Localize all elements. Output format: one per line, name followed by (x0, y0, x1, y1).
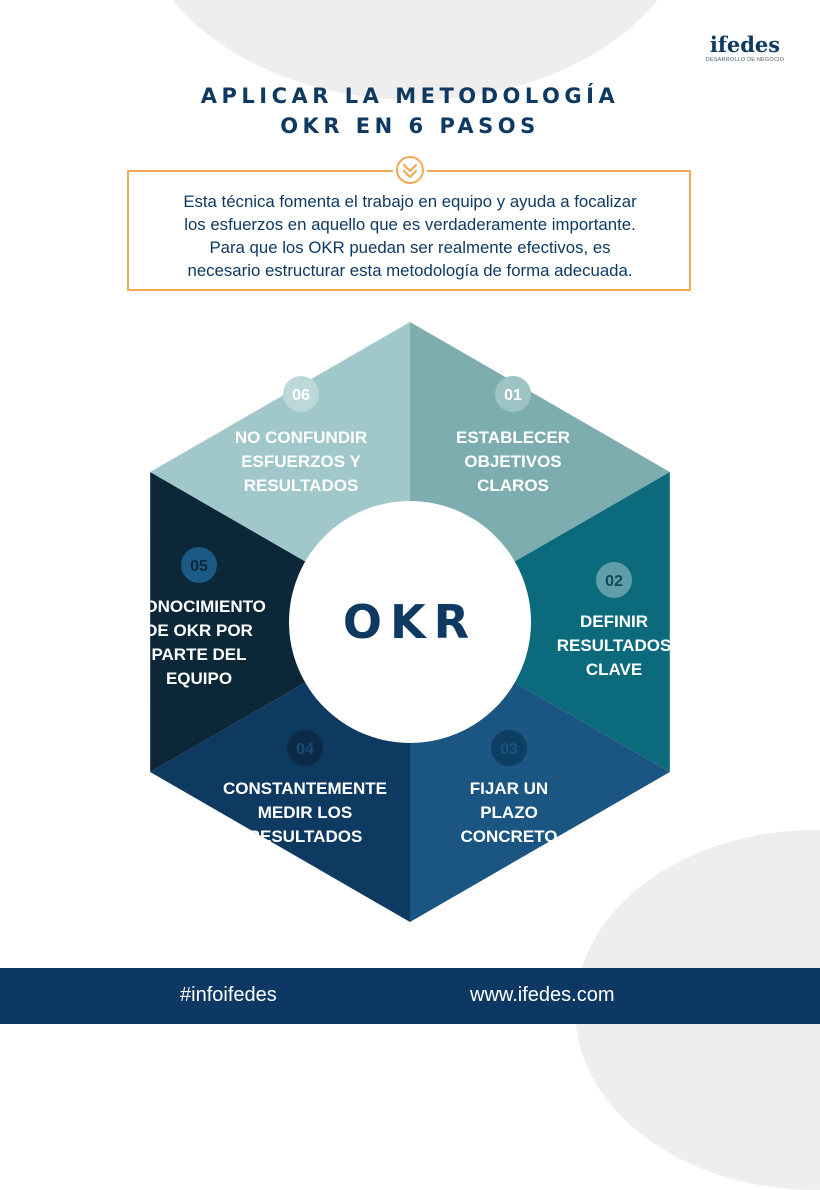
step-number: 04 (296, 741, 314, 758)
step-label-line: OBJETIVOS (464, 452, 562, 471)
step-label-line: RESULTADOS (243, 476, 359, 495)
step-number: 01 (504, 387, 522, 404)
step-label-line: ESFUERZOS Y (241, 452, 361, 471)
step-number: 06 (292, 387, 310, 404)
step-label-line: CONOCIMIENTO (132, 597, 266, 616)
step-label-line: RESULTADOS (247, 827, 363, 846)
footer-bar (0, 968, 820, 1024)
center-label: OKR (342, 595, 478, 649)
footer-website[interactable]: www.ifedes.com (470, 984, 615, 1006)
brand-tagline: DESARROLLO DE NEGOCIO (705, 57, 785, 63)
step-label-line: NO CONFUNDIR (234, 428, 368, 447)
intro-line: Esta técnica fomenta el trabajo en equipo y ayuda a focalizar (183, 192, 637, 211)
step-label-line: FIJAR UN (469, 779, 549, 798)
intro-line: Para que los OKR puedan ser realmente efectivos, es (209, 238, 611, 257)
step-label-line: CONCRETO (460, 827, 558, 846)
intro-line: necesario estructurar esta metodología de forma adecuada. (187, 261, 633, 280)
step-number: 03 (500, 741, 518, 758)
page-title-line1: APLICAR LA METODOLOGÍA (200, 84, 620, 108)
step-label-line: PARTE DEL (151, 645, 247, 664)
step-label-line: ESTABLECER (456, 428, 570, 447)
step-number: 02 (605, 573, 623, 590)
step-label-line: DEFINIR (580, 612, 648, 631)
page-title-line2: OKR EN 6 PASOS (280, 114, 540, 138)
step-label-line: RESULTADOS (556, 636, 672, 655)
brand-name: ifedes (709, 32, 781, 57)
step-label-line: CONSTANTEMENTE (222, 779, 388, 798)
step-number: 05 (190, 558, 208, 575)
intro-line: los esfuerzos en aquello que es verdaderamente importante. (184, 215, 636, 234)
step-label-line: CLAROS (477, 476, 549, 495)
step-label-line: MEDIR LOS (257, 803, 353, 822)
step-label-line: DE OKR POR (145, 621, 253, 640)
step-label-line: PLAZO (480, 803, 538, 822)
step-label-line: CLAVE (585, 660, 643, 679)
step-label-line: EQUIPO (165, 669, 233, 688)
footer-hashtag: #infoifedes (180, 984, 277, 1006)
